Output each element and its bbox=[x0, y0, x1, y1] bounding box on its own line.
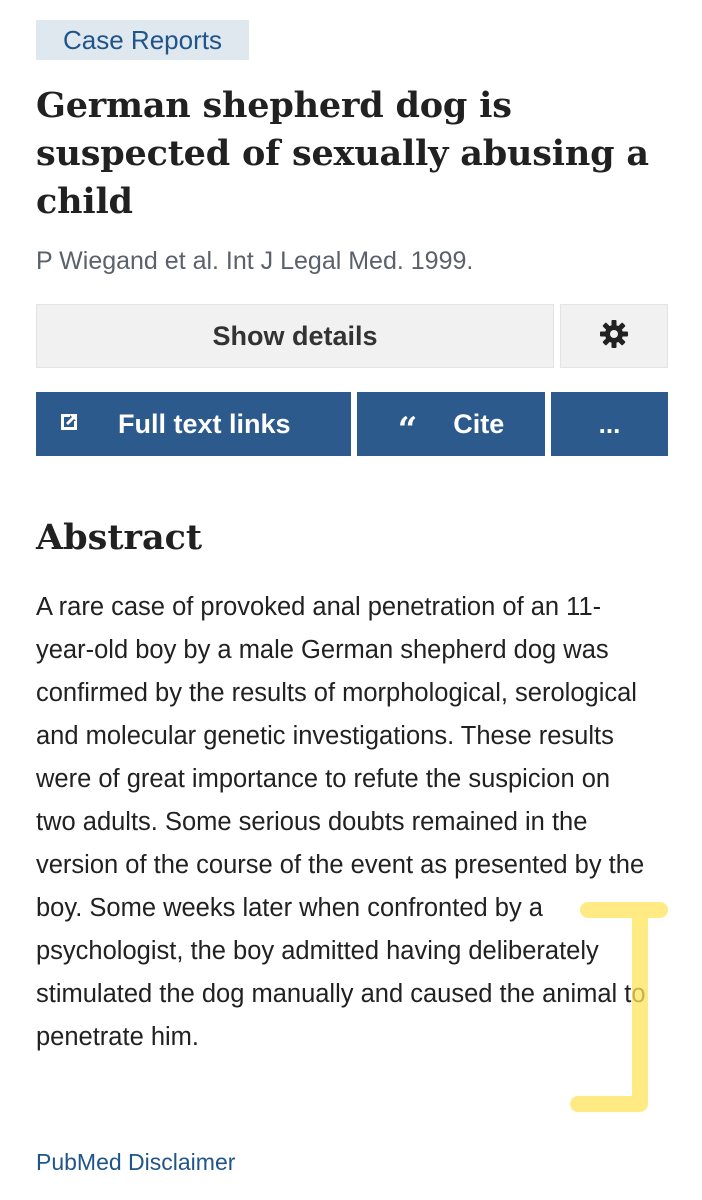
external-link-icon bbox=[58, 409, 80, 440]
quote-icon: “ bbox=[397, 410, 418, 450]
gear-icon bbox=[598, 318, 630, 355]
cite-button[interactable] bbox=[357, 392, 545, 456]
details-row bbox=[36, 304, 666, 368]
settings-button[interactable] bbox=[560, 304, 668, 368]
article-page bbox=[36, 20, 666, 1085]
article-title: German shepherd dog is suspected of sexually abusing a child bbox=[36, 85, 649, 222]
more-actions-button[interactable] bbox=[551, 392, 668, 456]
full-text-links-label: Full text links bbox=[118, 408, 291, 439]
pubmed-disclaimer-link[interactable]: PubMed Disclaimer bbox=[36, 1149, 236, 1175]
publication-type-badge: Case Reports bbox=[36, 20, 249, 60]
abstract-heading: Abstract bbox=[36, 517, 203, 558]
full-text-links-button[interactable] bbox=[36, 392, 351, 456]
article-citation: P Wiegand et al. Int J Legal Med. 1999. bbox=[36, 247, 474, 275]
show-details-button[interactable] bbox=[36, 304, 554, 368]
actions-row bbox=[36, 392, 666, 456]
more-icon: ... bbox=[598, 408, 621, 439]
show-details-label: Show details bbox=[212, 320, 378, 351]
abstract-text: A rare case of provoked anal penetration of an 11-year-old boy by a male German shepherd dog was confirmed by the results of morphological, serological and molecular genetic investigations. These results were of great importance to refute the suspicion on two adults. Some serious doubts remained in the version of the course of the event as presented by the boy. Some weeks later when confronted by a psychologist, the boy admitted having deliberately stimulated the dog manually and caused the animal to penetrate him. bbox=[36, 593, 646, 1051]
cite-label: Cite bbox=[453, 408, 505, 439]
